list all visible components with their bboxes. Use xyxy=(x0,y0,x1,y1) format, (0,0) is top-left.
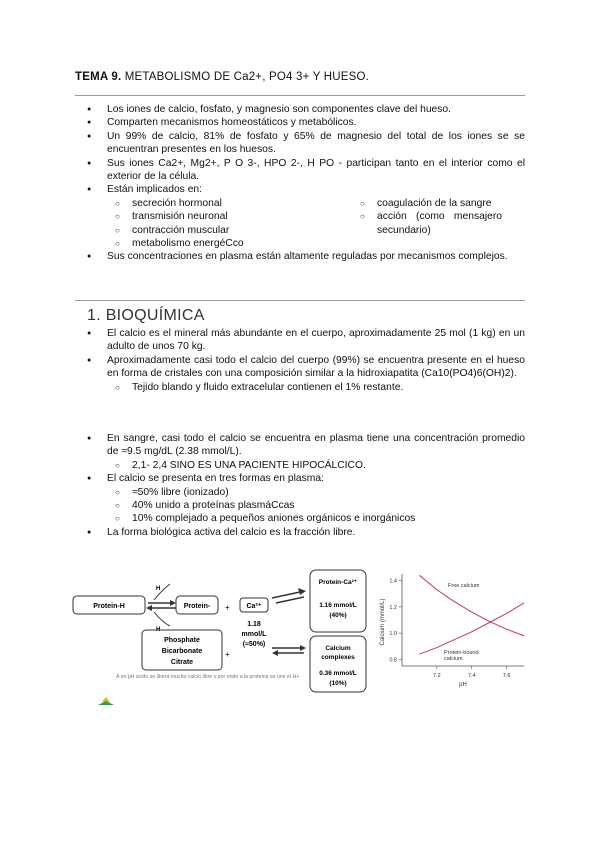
sub-item: ○ transmisión neuronal xyxy=(107,210,352,223)
sub-item: ○ acción (como mensajero secundario) xyxy=(352,210,502,237)
sub-list xyxy=(107,381,525,394)
list-item: ● La forma biológica activa del calcio es la fracción libre. xyxy=(85,526,525,539)
sub-item: ○ Tejido blando y fluido extracelular contienen el 1% restante. xyxy=(107,381,525,394)
sub-item: ○ coagulación de la sangre xyxy=(352,197,502,210)
list-item: ● Comparten mecanismos homeostáticos y metabólicos. xyxy=(85,116,525,129)
protein-ca-label: Protein-Ca²⁺ xyxy=(318,579,358,586)
sub-item: ○ 40% unido a proteínas plasmáCcas xyxy=(107,499,525,512)
list-item-text: Están implicados en: xyxy=(107,184,203,196)
protein-bound-calcium-line xyxy=(419,603,524,654)
y-tick-label: 1.2 xyxy=(389,604,397,611)
implicados-right xyxy=(352,197,502,251)
implicados-left xyxy=(107,197,352,251)
watermark-logo-icon xyxy=(98,701,114,705)
h-uptake-arrow xyxy=(154,612,170,626)
sub-item: ○ 10% complejado a pequeños aniones orgánicos e inorgánicos xyxy=(107,512,525,525)
calcium-conc: 1.18 xyxy=(247,621,261,628)
arrow-head xyxy=(146,605,152,611)
page-title xyxy=(75,71,369,83)
y-tick-label: 1.4 xyxy=(389,578,397,585)
list-item: ● Sus iones Ca2+, Mg2+, P O 3-, HPO 2-, H PO - participan tanto en el interior como el exterior de la célula. xyxy=(85,157,525,184)
figure-caption: A un pH ácido se libera mucho calcio libre y por ende a la proteína se une el H+ xyxy=(116,674,300,680)
anion-label: Citrate xyxy=(170,659,194,666)
protein-ca-pct: (40%) xyxy=(329,612,347,619)
arrow-head xyxy=(272,650,278,656)
ph-chart xyxy=(380,574,524,688)
arrow-head xyxy=(298,588,306,595)
list-item xyxy=(85,183,525,250)
sub-item: ○ secreción hormonal xyxy=(107,197,352,210)
protein-h-label: Protein-H xyxy=(93,603,125,610)
tema-title: METABOLISMO DE Ca2+, PO4 3+ Y HUESO. xyxy=(124,71,370,83)
free-calcium-label: Free calcium xyxy=(448,583,480,589)
section1-list xyxy=(85,327,525,394)
list-item: ● El calcio es el mineral más abundante en el cuerpo, aproximadamente 25 mol (1 kg) en un adulto de unos 70 kg. xyxy=(85,327,525,354)
section1-list-2 xyxy=(85,432,525,539)
bound-label-box xyxy=(444,650,492,666)
calcium-diagram xyxy=(73,570,366,708)
x-tick-label: 7.6 xyxy=(502,673,511,679)
list-item: ● Los iones de calcio, fosfato, y magnesio son componentes clave del hueso. xyxy=(85,103,525,116)
intro-list xyxy=(85,103,525,264)
protein-bound-calcium-label: Protein-bound calcium xyxy=(444,650,479,663)
x-tick-label: 7.2 xyxy=(433,673,441,679)
complex-label: complexes xyxy=(321,654,355,661)
calcium-ion-label: Ca²⁺ xyxy=(246,603,262,610)
protein-ca-conc: 1.16 mmol/L xyxy=(319,602,357,609)
plus-sign: + xyxy=(225,650,230,659)
list-item xyxy=(85,432,525,472)
section-heading: 1. BIOQUÍMICA xyxy=(87,307,205,324)
list-item-text: Aproximadamente casi todo el calcio del cuerpo (99%) se encuentra presente en el hueso en forma de cristales con una composición similar a la hidroxiapatita (Ca10(PO4)6(OH)2). xyxy=(107,354,525,380)
list-item-text: El calcio se presenta en tres formas en plasma: xyxy=(107,473,324,485)
complex-pct: (10%) xyxy=(329,680,347,687)
implicados-columns xyxy=(107,197,525,251)
h-plus-label: H xyxy=(156,627,161,633)
x-ticks xyxy=(433,666,510,679)
arrow-head xyxy=(170,600,176,606)
anion-label: Bicarbonate xyxy=(161,648,203,655)
x-tick-label: 7.4 xyxy=(467,673,476,679)
anion-label: Phosphate xyxy=(164,637,200,644)
divider xyxy=(75,95,525,96)
tema-label: TEMA 9. xyxy=(75,71,122,83)
calcium-unit: mmol/L xyxy=(241,631,267,638)
complex-label: Calcium xyxy=(325,645,351,652)
binding-arrow xyxy=(276,597,304,603)
y-axis-label: Calcium (mmol/L) xyxy=(380,598,386,646)
h-plus-label: H xyxy=(156,586,161,592)
y-ticks xyxy=(389,579,402,664)
list-item: ● Un 99% de calcio, 81% de fosfato y 65% de magnesio del total de los iones se se encuentran presentes en los huesos. xyxy=(85,130,525,157)
sub-item: ○ ≈50% libre (ionizado) xyxy=(107,486,525,499)
calcium-pct: (≈50%) xyxy=(242,641,266,648)
sub-list xyxy=(107,486,525,526)
binding-arrow xyxy=(272,592,300,598)
list-item xyxy=(85,354,525,394)
divider xyxy=(75,300,525,301)
calcium-figure xyxy=(72,562,532,712)
y-tick-label: 1.0 xyxy=(389,631,397,638)
sub-item: ○ contracción muscular xyxy=(107,224,352,237)
y-tick-label: 0.8 xyxy=(389,657,397,664)
list-item-text: En sangre, casi todo el calcio se encuentra en plasma tiene una concentración promedio de ≈9.5 mg/dL (2.38 mmol/L). xyxy=(107,433,525,458)
caption-box xyxy=(116,674,306,708)
x-axis-label: pH xyxy=(459,682,467,688)
sub-item: ○ metabolismo energéCco xyxy=(107,237,352,250)
sub-item: ○ 2,1- 2,4 SINO ES UNA PACIENTE HIPOCÁLCICO. xyxy=(107,459,525,472)
list-item xyxy=(85,472,525,526)
arrow-head xyxy=(300,645,306,651)
protein-minus-label: Protein- xyxy=(183,603,211,610)
list-item: ● Sus concentraciones en plasma están altamente reguladas por mecanismos complejos. xyxy=(85,250,525,263)
complex-conc: 0.36 mmol/L xyxy=(319,670,357,677)
plus-sign: + xyxy=(225,603,230,612)
sub-list xyxy=(107,459,525,472)
